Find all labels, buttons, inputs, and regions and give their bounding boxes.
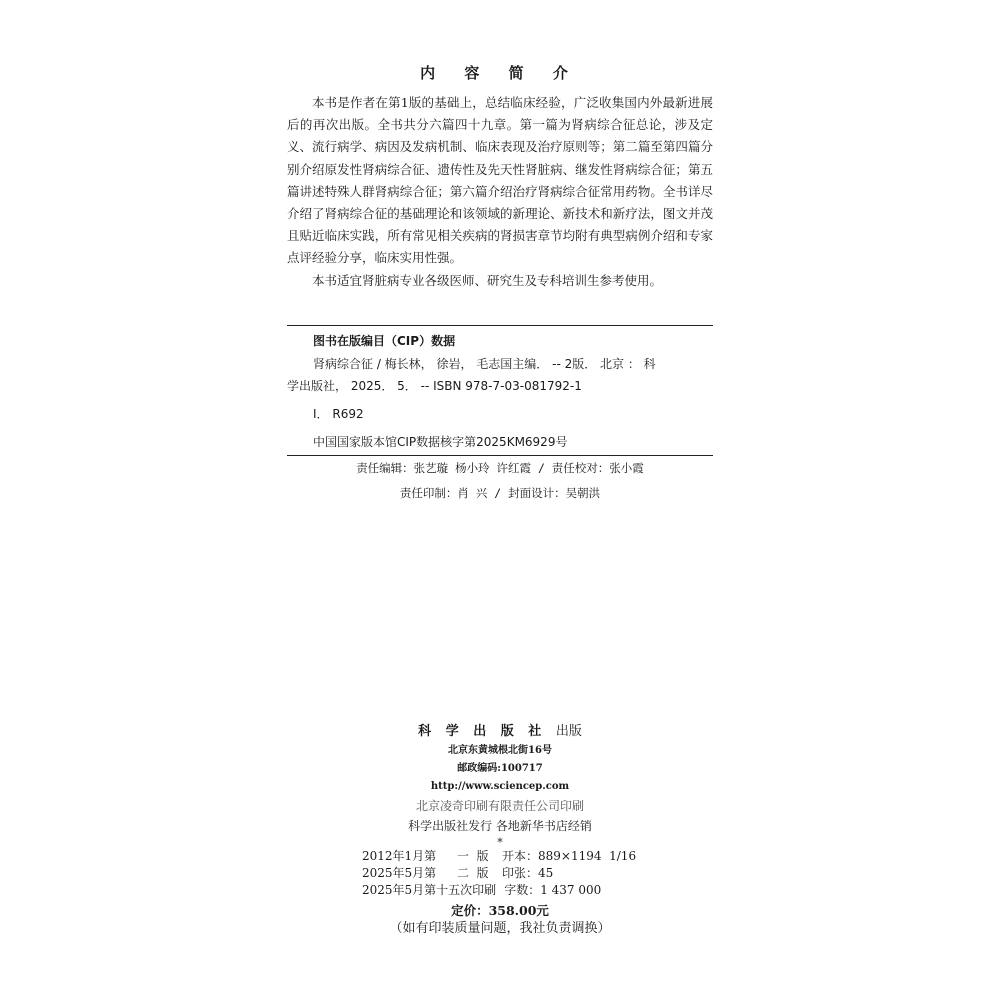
cip-body (287, 353, 713, 453)
printer-line: 北京凌奇印刷有限责任公司印刷 (415, 799, 584, 813)
edition-date: 2025年5月第十五次印刷 (362, 883, 497, 897)
section-title: 内 容 简 介 (420, 64, 580, 82)
publisher-url: http://www.sciencep.com (430, 781, 570, 792)
cip-line-3: Ⅰ． R692 (313, 407, 364, 421)
edition-info (362, 848, 636, 899)
edition-number: 一 版 (457, 849, 489, 863)
edition-row (362, 848, 636, 865)
staff-credits (287, 455, 713, 506)
summary-paragraph-2: 本书适宜肾脏病专业各级医师、研究生及专科培训生参考使用。 (312, 272, 663, 288)
cip-line-1: 肾病综合征 / 梅长林， 徐岩， 毛志国主编． -- 2版． 北京 ： 科 (313, 357, 656, 371)
publisher-postcode: 邮政编码:100717 (457, 763, 543, 774)
edition-spec: 字数：1 437 000 (504, 883, 602, 897)
cip-line-2: 学出版社， 2025． 5． -- ISBN 978-7-03-081792-1 (287, 379, 582, 393)
cip-heading: 图书在版编目（CIP）数据 (313, 334, 456, 348)
cip-block (287, 325, 713, 453)
publisher-name-suffix: 出版 (555, 724, 582, 739)
summary-block (287, 92, 713, 292)
separator-star: * (497, 836, 503, 849)
edition-number: 二 版 (457, 866, 489, 880)
edition-date: 2025年5月第 (362, 866, 437, 880)
price: 定价：358.00元 (451, 903, 549, 918)
edition-row (362, 865, 636, 882)
quality-note: （如有印装质量问题，我社负责调换） (389, 921, 611, 936)
distribution-line: 科学出版社发行 各地新华书店经销 (408, 819, 592, 833)
edition-date: 2012年1月第 (362, 849, 437, 863)
cip-line-4: 中国国家版本馆CIP数据核字第2025KM6929号 (313, 435, 568, 449)
cip-top-rule (287, 325, 713, 326)
edition-spec: 开本：889×1194 1/16 (502, 849, 637, 863)
publisher-name (0, 722, 1000, 742)
staff-row-editors: 责任编辑：张艺璇 杨小玲 许红霞 / 责任校对：张小霞 (356, 461, 644, 475)
publisher-name-text: 科 学 出 版 社 (418, 724, 547, 739)
publisher-address: 北京东黄城根北街16号 (448, 745, 552, 756)
summary-paragraph-1: 本书是作者在第1版的基础上，总结临床经验，广泛收集国内外最新进展后的再次出版。全书共分六篇四十九章。第一篇为肾病综合征总论，涉及定义、流行病学、病因及发病机制、临床表现及治疗原则等；第二篇至第四篇分别介绍原发性肾病综合征、遗传性及先天性肾脏病、继发性肾病综合征；第五篇讲述特殊人群肾病综合征；第六篇介绍治疗肾病综合征常用药物。全书详尽介绍了肾病综合征的基础理论和该领域的新理论、新技术和新疗法，图文并茂且贴近临床实践，所有常见相关疾病的肾损害章节均附有典型病例介绍和专家点评经验分享，临床实用性强。 (287, 95, 713, 266)
publisher-block (0, 722, 1000, 850)
staff-row-production: 责任印制：肖 兴 / 封面设计：吴朝洪 (399, 486, 601, 500)
edition-spec: 印张：45 (502, 866, 554, 880)
edition-row (362, 882, 636, 899)
